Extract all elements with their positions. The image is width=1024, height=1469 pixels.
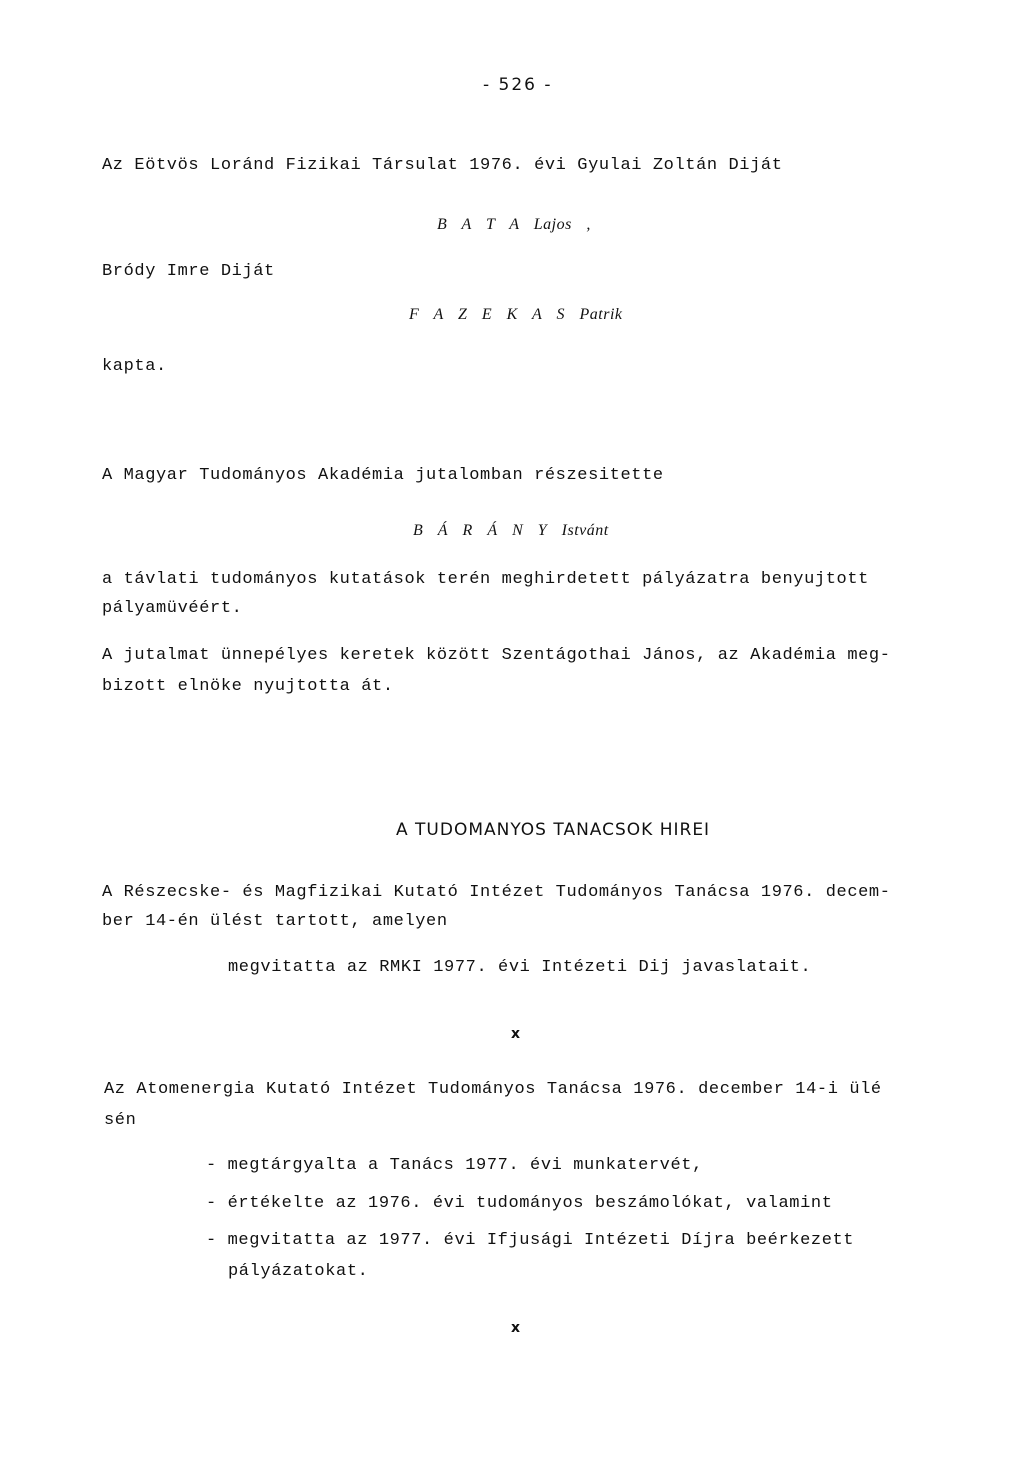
akki-list-item: - megvitatta az 1977. évi Ifjusági Intézeti Díjra beérkezett [206, 1231, 855, 1250]
academy-line-5: bizott elnöke nyujtotta át. [102, 677, 394, 696]
prize-line-3: kapta. [102, 357, 167, 376]
awardee-barany-istvan: B Á R Á N Y Istvánt [413, 522, 609, 539]
prize-line-2: Bródy Imre Diját [102, 262, 275, 281]
akki-line-1: Az Atomenergia Kutató Intézet Tudományos Tanácsa 1976. december 14-i ülé [104, 1080, 882, 1099]
academy-line-2: a távlati tudományos kutatások terén meghirdetett pályázatra benyujtott [102, 570, 869, 589]
awardee-fazekas-patrik: F A Z E K A S Patrik [409, 306, 623, 323]
rmki-line-1: A Részecske- és Magfizikai Kutató Intézet Tudományos Tanácsa 1976. decem- [102, 883, 891, 902]
rmki-line-3: megvitatta az RMKI 1977. évi Intézeti Dij javaslatait. [228, 958, 812, 977]
academy-line-3: pályamüvéért. [102, 599, 243, 618]
akki-list-item-continuation: pályázatokat. [228, 1262, 369, 1281]
prize-line-1: Az Eötvös Loránd Fizikai Társulat 1976. évi Gyulai Zoltán Diját [102, 156, 783, 175]
academy-line-1: A Magyar Tudományos Akadémia jutalomban részesitette [102, 466, 664, 485]
page-number: - 526 - [483, 75, 553, 95]
academy-line-4: A jutalmat ünnepélyes keretek között Szentágothai János, az Akadémia meg- [102, 646, 891, 665]
awardee-bata-lajos: B A T A Lajos , [437, 216, 591, 233]
separator-mark: x [511, 1026, 521, 1042]
rmki-line-2: ber 14-én ülést tartott, amelyen [102, 912, 448, 931]
section-heading: A TUDOMANYOS TANACSOK HIREI [396, 820, 711, 840]
akki-list-item: - értékelte az 1976. évi tudományos beszámolókat, valamint [206, 1194, 833, 1213]
separator-mark: x [511, 1320, 521, 1336]
akki-list-item: - megtárgyalta a Tanács 1977. évi munkatervét, [206, 1156, 703, 1175]
akki-line-2: sén [104, 1111, 137, 1130]
